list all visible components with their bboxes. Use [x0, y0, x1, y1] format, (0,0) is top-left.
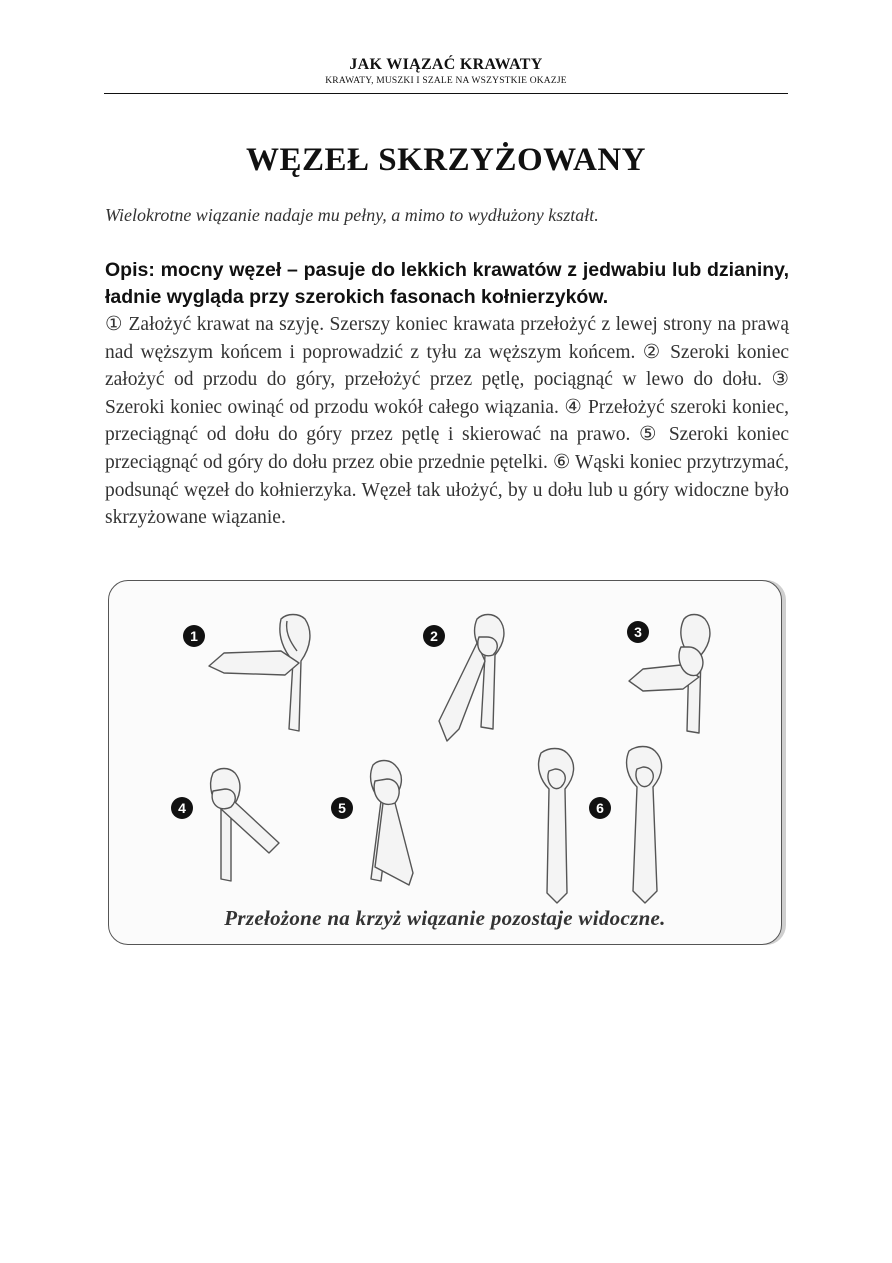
tie-step-6a-drawing	[539, 749, 574, 904]
tie-step-4-drawing	[211, 769, 279, 882]
description-bold: Opis: mocny węzeł – pasuje do lekkich krawatów z jedwabiu lub dzianiny, ładnie wygląda przy szerokich fasonach kołnierzyków.	[105, 259, 789, 308]
header-divider	[104, 93, 788, 94]
page-title: WĘZEŁ SKRZYŻOWANY	[245, 142, 646, 178]
tie-illustration-panel	[108, 580, 782, 945]
header-title: JAK WIĄZAĆ KRAWATY	[349, 56, 543, 73]
tie-step-6b-drawing	[627, 747, 662, 904]
tie-step-2-drawing	[439, 615, 504, 742]
tie-step-1-drawing	[209, 615, 310, 732]
lead-text: Wielokrotne wiązanie nadaje mu pełny, a mimo to wydłużony kształt.	[105, 205, 599, 225]
step-badge-6: 6	[589, 797, 611, 819]
tie-drawings	[109, 581, 781, 944]
step-badge-3: 3	[627, 621, 649, 643]
header-subtitle: KRAWATY, MUSZKI I SZALE NA WSZYSTKIE OKAZJE	[325, 76, 567, 86]
illustration-caption: Przełożone na krzyż wiązanie pozostaje widoczne.	[224, 906, 666, 930]
step-badge-5: 5	[331, 797, 353, 819]
instructions-text: ① Założyć krawat na szyję. Szerszy koniec krawata przełożyć z lewej strony na prawą nad węższym końcem i poprowadzić z tyłu za węższym końcem. ② Szeroki koniec założyć od przodu do góry, przełożyć przez pętlę, pociągnąć w lewo do dołu. ③ Szeroki koniec owinąć od przodu wokół całego wiązania. ④ Przełożyć szeroki koniec, przeciągnąć od dołu do góry przez pętlę i skierować na prawo. ⑤ Szeroki koniec przeciągnąć od góry do dołu przez obie przednie pętelki. ⑥ Wąski koniec przytrzymać, podsunąć węzeł do kołnierzyka. Węzeł tak ułożyć, by u dołu lub u góry widoczne było skrzyżowane wiązanie.	[105, 314, 789, 529]
running-header	[104, 56, 788, 87]
step-badge-4: 4	[171, 797, 193, 819]
step-badge-1: 1	[183, 625, 205, 647]
step-badge-2: 2	[423, 625, 445, 647]
tie-step-5-drawing	[371, 761, 413, 886]
